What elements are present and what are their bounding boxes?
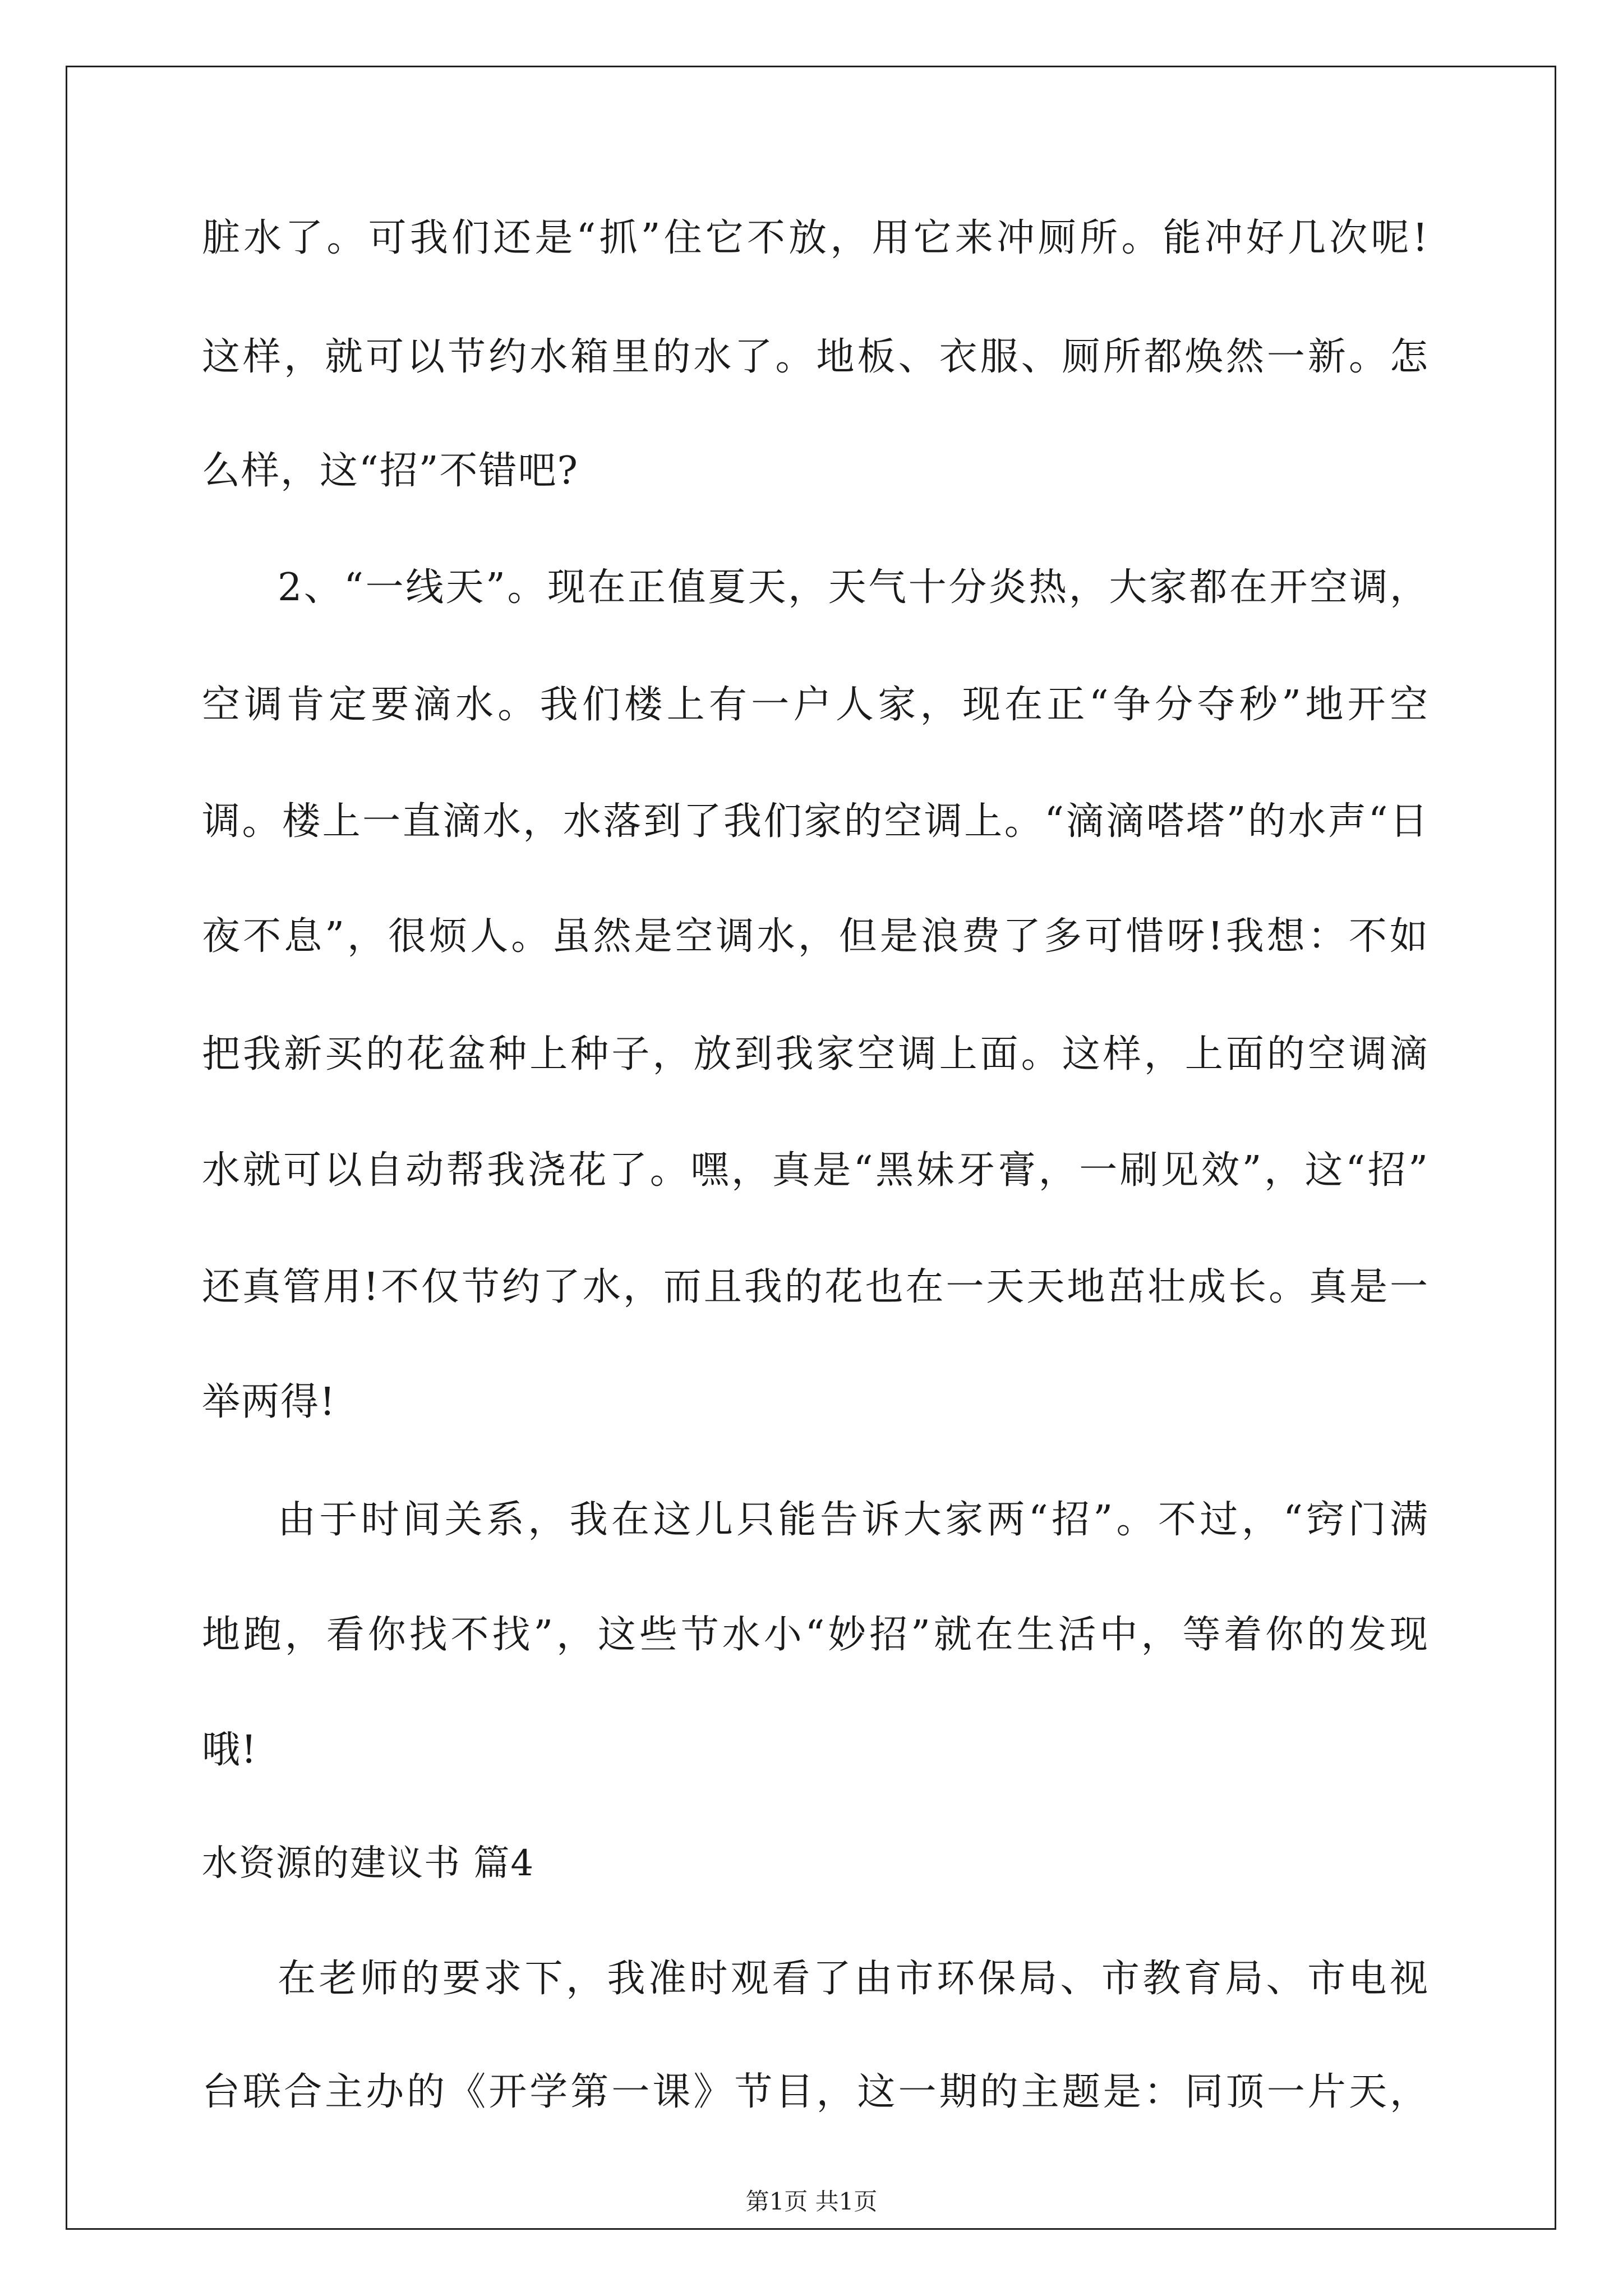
text-line: 2、“一线天”。现在正值夏天，天气十分炎热，大家都在开空调， [278, 565, 1429, 610]
text-line: 由于时间关系，我在这儿只能告诉大家两“招”。不过，“窍门满 [278, 1498, 1429, 1542]
text-line: 么样，这“招”不错吧? [202, 449, 579, 493]
text-line: 地跑，看你找不找”，这些节水小“妙招”就在生活中，等着你的发现 [202, 1613, 1429, 1657]
text-line: 水就可以自动帮我浇花了。嘿，真是“黑妹牙膏，一刷见效”，这“招” [202, 1148, 1429, 1193]
text-line: 夜不息”，很烦人。虽然是空调水，但是浪费了多可惜呀!我想：不如 [202, 914, 1429, 959]
text-line: 调。楼上一直滴水，水落到了我们家的空调上。“滴滴嗒塔”的水声“日 [202, 799, 1429, 844]
text-line: 空调肯定要滴水。我们楼上有一户人家，现在正“争分夺秒”地开空 [202, 683, 1429, 727]
text-line: 举两得! [202, 1380, 336, 1424]
text-line: 还真管用!不仅节约了水，而且我的花也在一天天地茁壮成长。真是一 [202, 1265, 1429, 1309]
page-footer: 第1页 共1页 [745, 2188, 878, 2215]
text-line: 在老师的要求下，我准时观看了由市环保局、市教育局、市电视 [278, 1957, 1429, 2001]
text-line: 这样，就可以节约水箱里的水了。地板、衣服、厕所都焕然一新。怎 [202, 335, 1429, 379]
text-line: 脏水了。可我们还是“抓”住它不放，用它来冲厕所。能冲好几次呢! [202, 216, 1429, 260]
text-line: 把我新买的花盆种上种子，放到我家空调上面。这样，上面的空调滴 [202, 1032, 1429, 1076]
text-line: 哦! [202, 1728, 258, 1772]
section-heading: 水资源的建议书 篇4 [202, 1843, 535, 1884]
text-line: 台联合主办的《开学第一课》节目，这一期的主题是：同顶一片天， [202, 2070, 1429, 2114]
